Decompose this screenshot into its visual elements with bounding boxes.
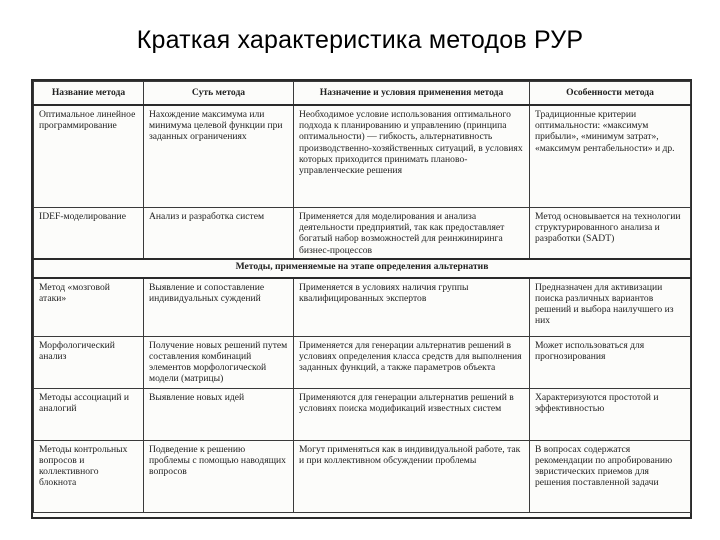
method-essence-cell: Нахождение максимума или минимума целевой функции при заданных ограничениях [144,105,294,208]
method-name-cell: Метод «мозговой атаки» [34,278,144,337]
method-features-cell: Традиционные критерии оптимальности: «максимум прибыли», «минимум затрат», «максимум рентабельности» и др. [530,105,691,208]
method-purpose-cell: Применяется для генерации альтернатив решений в условиях определения класса средств для выполнения заданных функций, а также параметров объекта [294,336,530,388]
method-purpose-cell: Применяются для генерации альтернатив решений в условиях поиска модификаций известных систем [294,388,530,440]
section-row [34,259,691,278]
table-row [34,388,691,440]
method-name-cell: Оптимальное линейное программирование [34,105,144,208]
header-method-features: Особенности метода [530,82,691,106]
methods-table [33,81,691,513]
table-header-row [34,82,691,106]
method-essence-cell: Получение новых решений путем составления комбинаций элементов морфологической модели (матрицы) [144,336,294,388]
header-method-purpose: Назначение и условия применения метода [294,82,530,106]
method-purpose-cell: Необходимое условие использования оптимального подхода к планированию и управлению (принципа оптимальности) — гибкость, альтернативность производственно-хозяйственных ситуаций, в условиях которых приходится принимать планово-управленческие решения [294,105,530,208]
method-features-cell: Характеризуются простотой и эффективностью [530,388,691,440]
methods-table-frame [31,79,692,519]
table-row [34,105,691,208]
method-features-cell: Предназначен для активизации поиска различных вариантов решений и выбора наилучшего из них [530,278,691,337]
method-purpose-cell: Могут применяться как в индивидуальной работе, так и при коллективном обсуждении проблемы [294,440,530,512]
page-title: Краткая характеристика методов РУР [136,26,584,54]
method-features-cell: Метод основывается на технологии структурированного анализа и разработки (SADT) [530,208,691,259]
method-essence-cell: Выявление и сопоставление индивидуальных суждений [144,278,294,337]
table-row [34,440,691,512]
table-row [34,278,691,337]
method-essence-cell: Подведение к решению проблемы с помощью наводящих вопросов [144,440,294,512]
method-name-cell: IDEF-моделирование [34,208,144,259]
section-label: Методы, применяемые на этапе определения альтернатив [34,259,691,278]
table-row [34,208,691,259]
method-features-cell: Может использоваться для прогнозирования [530,336,691,388]
method-purpose-cell: Применяется для моделирования и анализа деятельности предприятий, так как предоставляет богатый набор возможностей для реинжиниринга бизнес-процессов [294,208,530,259]
method-name-cell: Методы контрольных вопросов и коллективного блокнота [34,440,144,512]
method-essence-cell: Анализ и разработка систем [144,208,294,259]
table-row [34,336,691,388]
header-method-essence: Суть метода [144,82,294,106]
method-essence-cell: Выявление новых идей [144,388,294,440]
method-name-cell: Морфологический анализ [34,336,144,388]
method-purpose-cell: Применяется в условиях наличия группы квалифицированных экспертов [294,278,530,337]
method-name-cell: Методы ассоциаций и аналогий [34,388,144,440]
header-method-name: Название метода [34,82,144,106]
method-features-cell: В вопросах содержатся рекомендации по апробированию эвристических приемов для решения поставленной задачи [530,440,691,512]
